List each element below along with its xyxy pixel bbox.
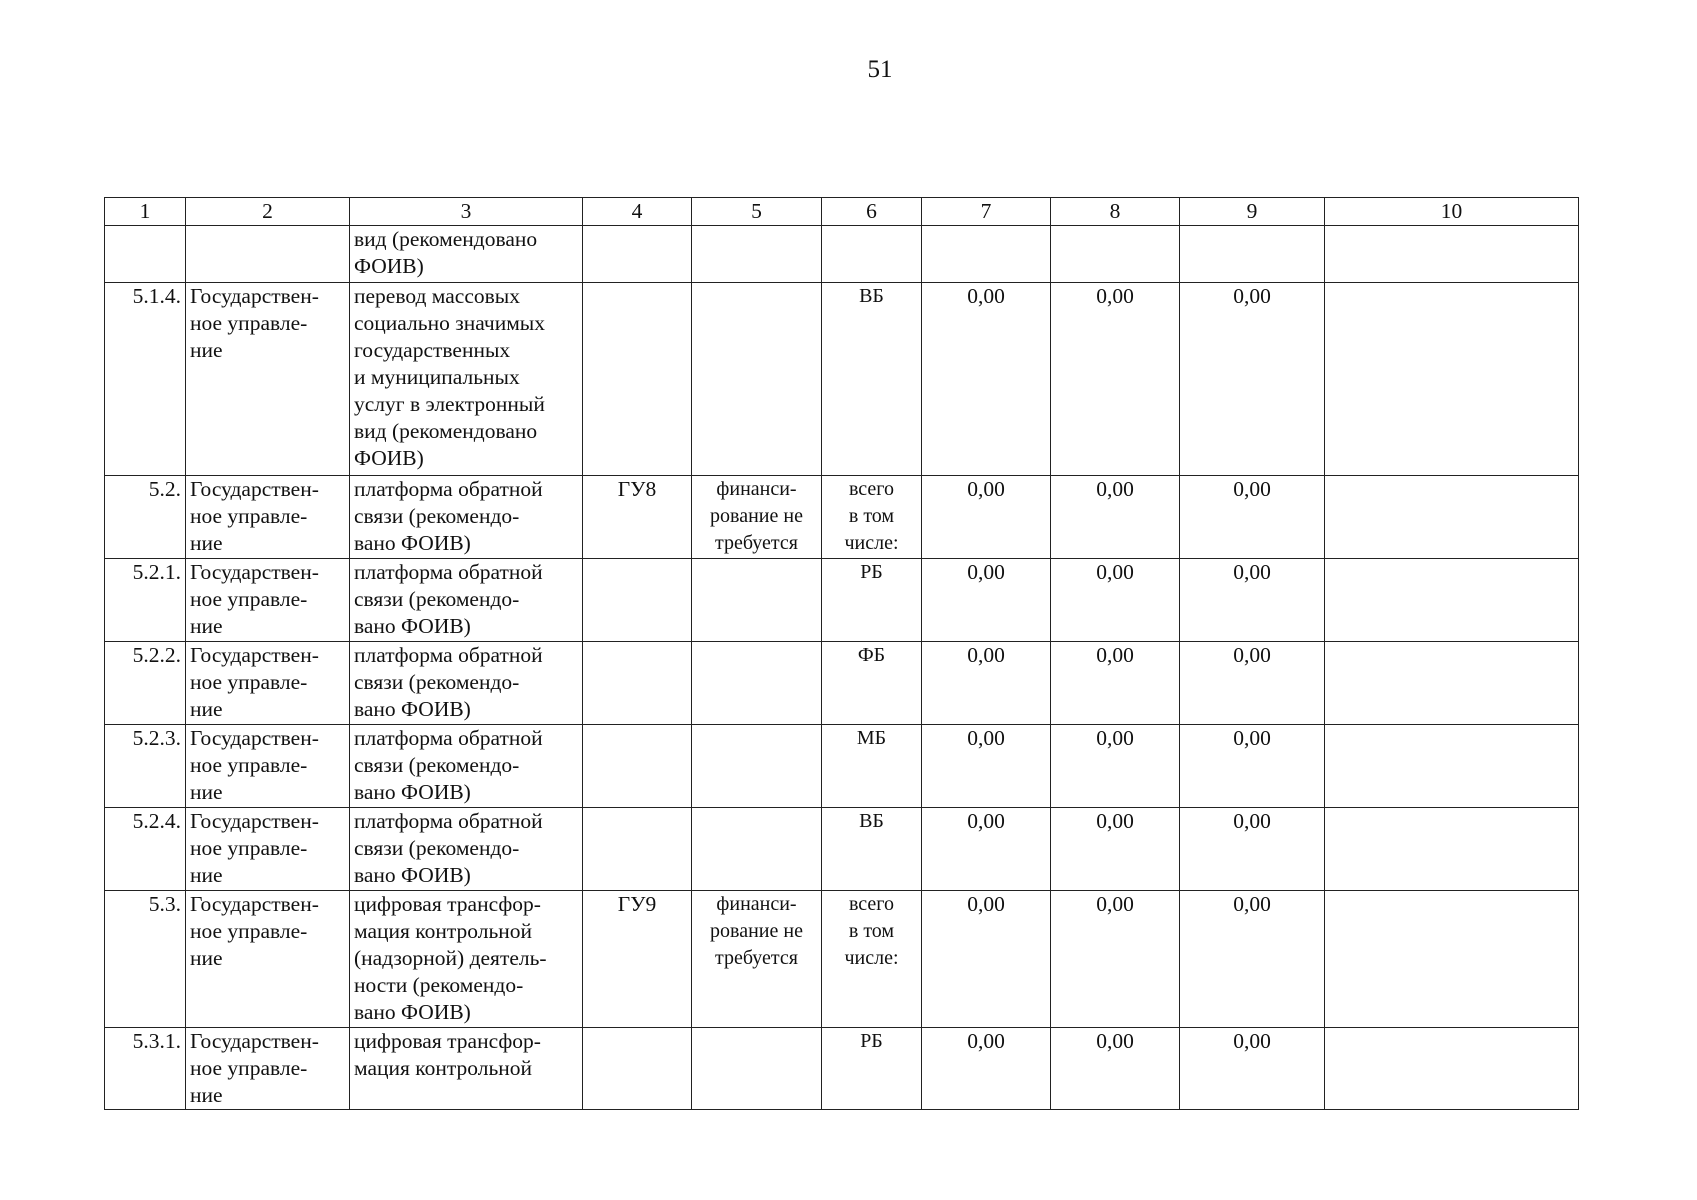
value-col-9-cell: 0,00	[1180, 642, 1325, 725]
sphere-cell	[186, 226, 350, 283]
value-col-7-cell: 0,00	[922, 476, 1051, 559]
table-row	[105, 559, 1579, 642]
value-col-9-cell: 0,00	[1180, 476, 1325, 559]
sphere-cell: Государствен- ное управле- ние	[186, 808, 350, 891]
budget-source-cell: ФБ	[822, 642, 922, 725]
budget-source-cell	[822, 226, 922, 283]
column-header-1: 1	[105, 198, 186, 226]
financing-cell: финанси- рование не требуется	[692, 476, 822, 559]
value-col-7-cell: 0,00	[922, 808, 1051, 891]
value-col-10-cell	[1325, 559, 1579, 642]
value-col-10-cell	[1325, 476, 1579, 559]
activity-name-cell: платформа обратной связи (рекомендо- вано ФОИВ)	[350, 725, 583, 808]
activity-name-cell: цифровая трансфор- мация контрольной	[350, 1028, 583, 1110]
indicator-code-cell: ГУ9	[583, 891, 692, 1028]
value-col-9-cell: 0,00	[1180, 725, 1325, 808]
table-row	[105, 476, 1579, 559]
table-row	[105, 891, 1579, 1028]
sphere-cell: Государствен- ное управле- ние	[186, 559, 350, 642]
column-header-8: 8	[1051, 198, 1180, 226]
value-col-7-cell: 0,00	[922, 891, 1051, 1028]
column-header-2: 2	[186, 198, 350, 226]
program-activities-table	[104, 197, 1579, 1110]
value-col-10-cell	[1325, 891, 1579, 1028]
sphere-cell: Государствен- ное управле- ние	[186, 283, 350, 476]
item-number-cell: 5.2.1.	[105, 559, 186, 642]
column-header-5: 5	[692, 198, 822, 226]
value-col-9-cell: 0,00	[1180, 808, 1325, 891]
table-row	[105, 226, 1579, 283]
budget-source-cell: всего в том числе:	[822, 891, 922, 1028]
activity-name-cell: вид (рекомендовано ФОИВ)	[350, 226, 583, 283]
item-number-cell: 5.1.4.	[105, 283, 186, 476]
activity-name-cell: платформа обратной связи (рекомендо- вано ФОИВ)	[350, 476, 583, 559]
item-number-cell: 5.3.1.	[105, 1028, 186, 1110]
value-col-9-cell	[1180, 226, 1325, 283]
value-col-10-cell	[1325, 1028, 1579, 1110]
value-col-7-cell: 0,00	[922, 559, 1051, 642]
indicator-code-cell	[583, 725, 692, 808]
indicator-code-cell: ГУ8	[583, 476, 692, 559]
value-col-8-cell: 0,00	[1051, 476, 1180, 559]
financing-cell	[692, 226, 822, 283]
value-col-10-cell	[1325, 642, 1579, 725]
item-number-cell: 5.2.2.	[105, 642, 186, 725]
budget-source-cell: МБ	[822, 725, 922, 808]
column-header-4: 4	[583, 198, 692, 226]
item-number-cell: 5.2.3.	[105, 725, 186, 808]
indicator-code-cell	[583, 642, 692, 725]
column-header-3: 3	[350, 198, 583, 226]
page-number: 51	[867, 56, 893, 83]
financing-cell	[692, 642, 822, 725]
value-col-9-cell: 0,00	[1180, 891, 1325, 1028]
item-number-cell: 5.2.4.	[105, 808, 186, 891]
table-row	[105, 283, 1579, 476]
item-number-cell	[105, 226, 186, 283]
sphere-cell: Государствен- ное управле- ние	[186, 642, 350, 725]
value-col-8-cell: 0,00	[1051, 642, 1180, 725]
indicator-code-cell	[583, 808, 692, 891]
table-row	[105, 642, 1579, 725]
item-number-cell: 5.3.	[105, 891, 186, 1028]
financing-cell	[692, 283, 822, 476]
value-col-8-cell	[1051, 226, 1180, 283]
column-header-10: 10	[1325, 198, 1579, 226]
value-col-10-cell	[1325, 725, 1579, 808]
table-row	[105, 1028, 1579, 1110]
column-header-6: 6	[822, 198, 922, 226]
column-number-row	[105, 198, 1579, 226]
column-header-9: 9	[1180, 198, 1325, 226]
financing-cell	[692, 1028, 822, 1110]
budget-source-cell: РБ	[822, 559, 922, 642]
budget-source-cell: ВБ	[822, 283, 922, 476]
value-col-10-cell	[1325, 808, 1579, 891]
item-number-cell: 5.2.	[105, 476, 186, 559]
column-header-7: 7	[922, 198, 1051, 226]
activity-name-cell: платформа обратной связи (рекомендо- вано ФОИВ)	[350, 642, 583, 725]
indicator-code-cell	[583, 1028, 692, 1110]
value-col-7-cell: 0,00	[922, 642, 1051, 725]
value-col-7-cell: 0,00	[922, 1028, 1051, 1110]
table-row	[105, 808, 1579, 891]
indicator-code-cell	[583, 226, 692, 283]
financing-cell	[692, 725, 822, 808]
indicator-code-cell	[583, 283, 692, 476]
value-col-8-cell: 0,00	[1051, 283, 1180, 476]
financing-cell	[692, 808, 822, 891]
value-col-8-cell: 0,00	[1051, 725, 1180, 808]
activity-name-cell: перевод массовых социально значимых государственных и муниципальных услуг в электронный вид (рекомендовано ФОИВ)	[350, 283, 583, 476]
value-col-9-cell: 0,00	[1180, 1028, 1325, 1110]
value-col-10-cell	[1325, 226, 1579, 283]
activity-name-cell: платформа обратной связи (рекомендо- вано ФОИВ)	[350, 808, 583, 891]
activity-name-cell: цифровая трансфор- мация контрольной (надзорной) деятель- ности (рекомендо- вано ФОИВ)	[350, 891, 583, 1028]
value-col-7-cell	[922, 226, 1051, 283]
value-col-8-cell: 0,00	[1051, 1028, 1180, 1110]
sphere-cell: Государствен- ное управле- ние	[186, 891, 350, 1028]
value-col-8-cell: 0,00	[1051, 891, 1180, 1028]
activity-name-cell: платформа обратной связи (рекомендо- вано ФОИВ)	[350, 559, 583, 642]
value-col-10-cell	[1325, 283, 1579, 476]
sphere-cell: Государствен- ное управле- ние	[186, 1028, 350, 1110]
budget-source-cell: РБ	[822, 1028, 922, 1110]
budget-source-cell: всего в том числе:	[822, 476, 922, 559]
value-col-9-cell: 0,00	[1180, 559, 1325, 642]
financing-cell	[692, 559, 822, 642]
value-col-9-cell: 0,00	[1180, 283, 1325, 476]
financing-cell: финанси- рование не требуется	[692, 891, 822, 1028]
value-col-8-cell: 0,00	[1051, 808, 1180, 891]
table-row	[105, 725, 1579, 808]
value-col-8-cell: 0,00	[1051, 559, 1180, 642]
indicator-code-cell	[583, 559, 692, 642]
value-col-7-cell: 0,00	[922, 725, 1051, 808]
budget-source-cell: ВБ	[822, 808, 922, 891]
value-col-7-cell: 0,00	[922, 283, 1051, 476]
sphere-cell: Государствен- ное управле- ние	[186, 476, 350, 559]
sphere-cell: Государствен- ное управле- ние	[186, 725, 350, 808]
